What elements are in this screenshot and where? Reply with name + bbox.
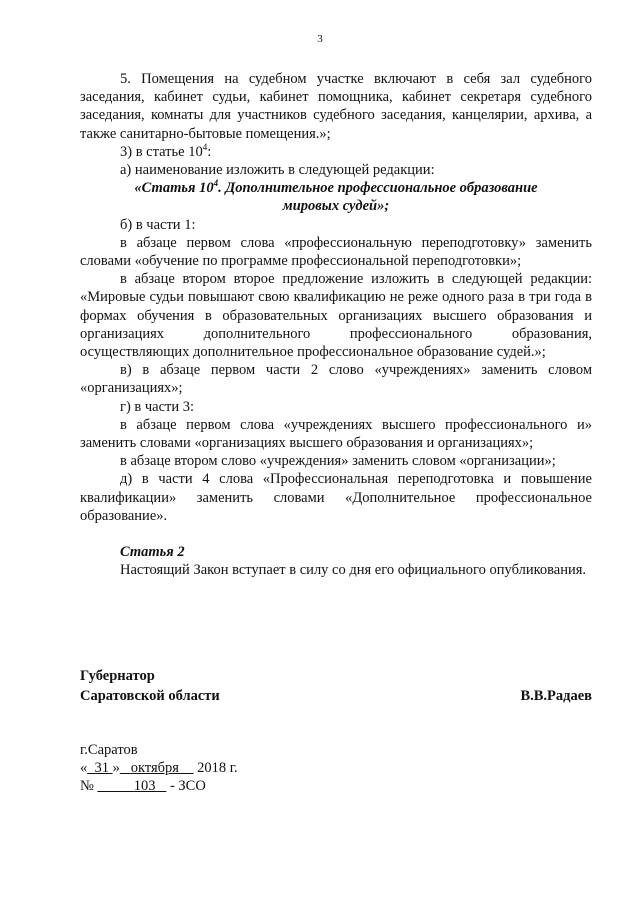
- date-year: 2018 г.: [197, 760, 238, 776]
- paragraph-part-2: в) в абзаце первом части 2 слово «учреждениях» заменить словом «организациях»;: [80, 362, 592, 397]
- paragraph-second-abzac: в абзаце втором второе предложение изложить в следующей редакции: «Мировые судьи повышают свою квалификацию не реже одного раза в три года в формах обучения в образовательных организациях высшего образования и организациях дополнительного профессионального образования, осуществляющих дополнительное профессиональное образование судей.»;: [80, 271, 592, 361]
- heading-open-quote: «: [134, 180, 142, 197]
- governor-name: В.В.Радаев: [520, 688, 592, 704]
- page-number: 3: [317, 33, 323, 45]
- heading-superscript: 4: [213, 178, 219, 189]
- spacer: [80, 525, 592, 543]
- date-line: [80, 759, 380, 777]
- article-heading-line1: [80, 179, 592, 197]
- paragraph-name-change: а) наименование изложить в следующей редакции:: [120, 162, 435, 179]
- article-2-title: Статья 2: [120, 544, 185, 561]
- number-suffix: - ЗСО: [169, 778, 206, 794]
- date-day: [87, 760, 112, 776]
- paragraph-article-10-4-colon: :: [207, 143, 212, 160]
- article-2-text: Настоящий Закон вступает в силу со дня его официального опубликования.: [120, 562, 587, 579]
- signature-block: [80, 666, 592, 706]
- heading-line2-text: мировых судей: [282, 198, 378, 215]
- city: г.Саратов: [80, 742, 138, 758]
- date-mid-quote: »: [112, 760, 120, 776]
- paragraph-part-1: б) в части 1:: [120, 216, 196, 233]
- document-body: [80, 70, 592, 579]
- date-month-value: октября: [130, 760, 179, 776]
- heading-prefix: Статья 10: [141, 180, 214, 197]
- date-month: [120, 760, 194, 776]
- article-heading-line2: [80, 197, 592, 215]
- number-sign: №: [80, 778, 94, 794]
- paragraph-article-10-4: [80, 143, 592, 161]
- paragraph-part-3: г) в части 3:: [120, 398, 195, 415]
- place-date-number: [80, 741, 380, 795]
- governor-title-line2: Саратовской области: [80, 688, 220, 704]
- number-field: [97, 778, 166, 794]
- date-day-value: 31: [94, 760, 109, 776]
- paragraph-premises: 5. Помещения на судебном участке включают в себя зал судебного заседания, кабинет судьи, кабинет помощника, кабинет секретаря судебного заседания, комнаты для участников судебного заседания, канцелярии, архива, а также санитарно-бытовые помещения.»;: [80, 71, 592, 142]
- paragraph-part-4: д) в части 4 слова «Профессиональная переподготовка и повышение квалификации» заменить словами «Дополнительное профессиональное образование».: [80, 471, 592, 524]
- paragraph-part-3-first: в абзаце первом слова «учреждениях высшего профессионального и» заменить словами «организациях высшего образования и организациях»;: [80, 416, 592, 452]
- superscript-4: 4: [202, 141, 208, 152]
- date-open-quote: «: [80, 760, 88, 776]
- heading-line1-rest: . Дополнительное профессиональное образование: [218, 180, 538, 197]
- heading-close: »;: [377, 198, 390, 215]
- number-value: 103: [133, 778, 156, 794]
- paragraph-part-3-second: в абзаце втором слово «учреждения» заменить словом «организации»;: [120, 453, 556, 470]
- governor-title-line1: Губернатор: [80, 668, 155, 684]
- paragraph-article-10-4-text: 3) в статье 10: [120, 143, 203, 160]
- paragraph-first-abzac: в абзаце первом слова «профессиональную переподготовку» заменить словами «обучение по программе профессиональной переподготовки»;: [80, 234, 592, 270]
- number-line: [80, 777, 380, 795]
